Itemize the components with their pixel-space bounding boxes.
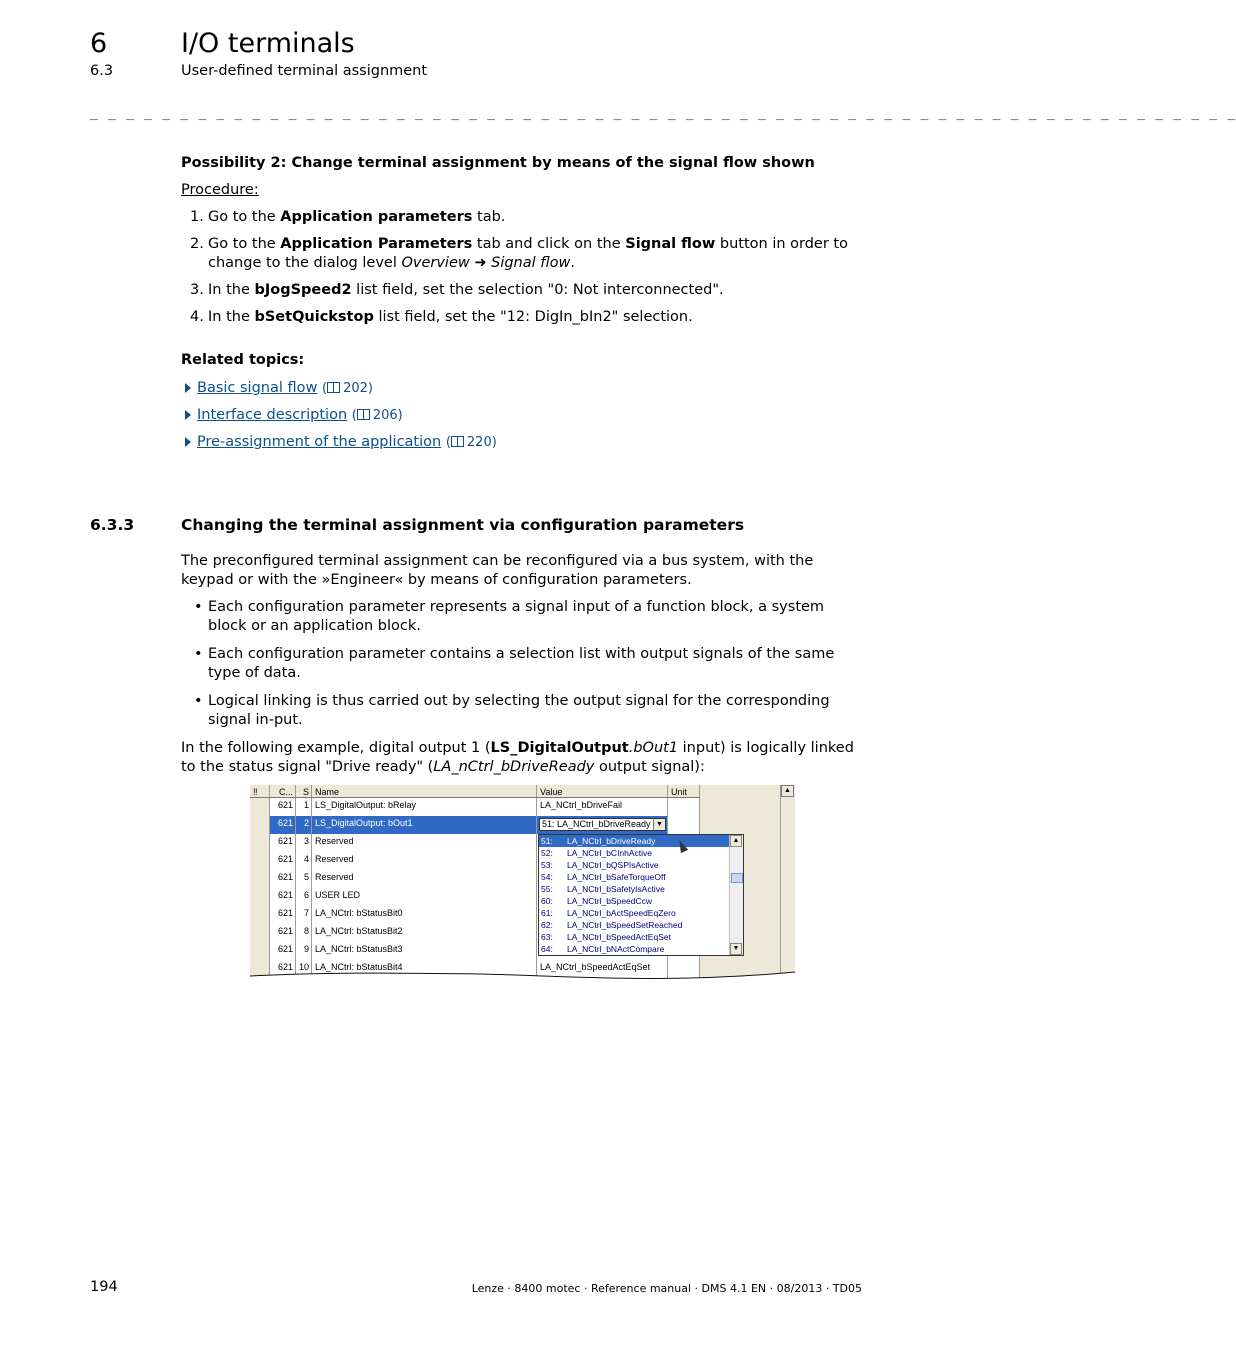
procedure-label: Procedure:	[181, 182, 259, 198]
page-reference[interactable]: ( 202)	[321, 381, 373, 396]
list-item[interactable]: 61: LA_NCtrl_bActSpeedEqZero	[541, 908, 676, 918]
header-subindex[interactable]: S	[296, 785, 312, 797]
chapter-title: I/O terminals	[181, 28, 355, 59]
example-paragraph: In the following example, digital output 1 (LS_DigitalOutput.bOut1 input) is logically linked to the status signal "Drive ready" (LA_nCtrl_bDriveReady output signal):	[181, 740, 854, 775]
triangle-right-icon	[185, 437, 191, 447]
list-item[interactable]: 52: LA_NCtrl_bCInhActive	[541, 848, 653, 858]
grid-header	[250, 785, 700, 798]
table-row[interactable]: 621 6 USER LED	[250, 888, 700, 907]
list-item[interactable]: 54: LA_NCtrl_bSafeTorqueOff	[541, 872, 666, 882]
section-title: User-defined terminal assignment	[181, 63, 428, 79]
related-item[interactable]	[181, 433, 865, 460]
related-item[interactable]	[181, 406, 865, 433]
subsection-title: Changing the terminal assignment via configuration parameters	[181, 516, 745, 534]
scroll-thumb[interactable]	[731, 873, 743, 883]
table-row[interactable]: 621 8 LA_NCtrl: bStatusBit2	[250, 924, 700, 943]
list-item[interactable]: 63: LA_NCtrl_bSpeedActEqSet	[541, 932, 671, 942]
document-info: Lenze · 8400 motec · Reference manual · DMS 4.1 EN · 08/2013 · TD05	[471, 1282, 862, 1295]
step-1: 1. Go to the Application parameters tab.	[190, 209, 506, 225]
page-reference[interactable]: ( 206)	[351, 408, 403, 423]
book-icon	[327, 382, 340, 393]
related-link[interactable]: Interface description	[197, 407, 348, 423]
intro-paragraph: The preconfigured terminal assignment can be reconfigured via a bus system, with the keypad or with the »Engineer« by means of configuration parameters.	[181, 553, 814, 588]
related-link[interactable]: Pre-assignment of the application	[197, 434, 442, 450]
table-row[interactable]: 621 9 LA_NCtrl: bStatusBit3	[250, 942, 700, 961]
table-row[interactable]: 621 5 Reserved	[250, 870, 700, 889]
step-3: 3. In the bJogSpeed2 list field, set the selection "0: Not interconnected".	[190, 282, 724, 298]
subsection-number: 6.3.3	[90, 516, 135, 534]
table-row[interactable]: 621 1 LS_DigitalOutput: bRelay LA_NCtrl_bDriveFail	[250, 798, 700, 817]
related-item[interactable]	[181, 379, 865, 406]
value-combo-box[interactable]: 51: LA_NCtrl_bDriveReady ▼	[539, 818, 666, 831]
list-scrollbar[interactable]	[729, 835, 743, 955]
list-item[interactable]: 62: LA_NCtrl_bSpeedSetReached	[541, 920, 683, 930]
chevron-up-icon[interactable]: ▲	[730, 835, 742, 847]
header-value[interactable]: Value	[537, 785, 668, 797]
value-dropdown-list[interactable]	[538, 834, 744, 956]
grid-scrollbar[interactable]	[780, 785, 795, 975]
table-row[interactable]: 621 10 LA_NCtrl: bStatusBit4 LA_NCtrl_bSpeedActEqSet	[250, 960, 700, 979]
list-item[interactable]: 55: LA_NCtrl_bSafetyIsActive	[541, 884, 665, 894]
triangle-right-icon	[185, 410, 191, 420]
bullet-list	[181, 598, 865, 730]
triangle-right-icon	[185, 383, 191, 393]
table-row[interactable]: 621 7 LA_NCtrl: bStatusBit0	[250, 906, 700, 925]
parameter-grid-screenshot	[250, 785, 795, 988]
possibility-heading: Possibility 2: Change terminal assignment by means of the signal flow shown	[181, 155, 815, 171]
page-number: 194	[90, 1279, 118, 1295]
bullet-item: • Each configuration parameter contains a selection list with output signals of the same type of data.	[194, 646, 835, 681]
related-topics	[181, 351, 865, 460]
procedure-steps	[181, 208, 865, 327]
possibility-block	[181, 154, 865, 327]
bullet-item: • Logical linking is thus carried out by selecting the output signal for the corresponding signal in-put.	[194, 693, 830, 728]
book-icon	[451, 436, 464, 447]
table-row-selected[interactable]: 621 2 LS_DigitalOutput: bOut1	[250, 816, 700, 835]
header-unit[interactable]: Unit	[668, 785, 700, 797]
related-link[interactable]: Basic signal flow	[197, 380, 318, 396]
list-item[interactable]: 60: LA_NCtrl_bSpeedCcw	[541, 896, 653, 906]
header-rule: _ _ _ _ _ _ _ _ _ _ _ _ _ _ _ _ _ _ _ _ _ _ _ _ _ _ _ _ _ _ _ _ _ _ _ _ _ _ _ _ _ _ _ _ _ _ _ _ _ _ _ _ _ _ _ _ _ _ _ _ _ _ _ _	[90, 106, 1236, 121]
subsection-body	[181, 552, 865, 777]
table-row[interactable]: 621 3 Reserved	[250, 834, 700, 853]
chevron-down-icon[interactable]: ▼	[653, 819, 665, 830]
list-item-selected[interactable]: 51: LA_NCtrl_bDriveReady	[539, 835, 731, 847]
chapter-number: 6	[90, 28, 108, 59]
chevron-down-icon[interactable]: ▼	[730, 943, 742, 955]
page-reference[interactable]: ( 220)	[445, 435, 497, 450]
torn-edge	[250, 970, 795, 990]
step-4: 4. In the bSetQuickstop list field, set the "12: DigIn_bIn2" selection.	[190, 309, 693, 325]
list-item[interactable]: 53: LA_NCtrl_bQSPIsActive	[541, 860, 659, 870]
chevron-up-icon[interactable]: ▲	[781, 785, 794, 797]
step-2: 2. Go to the Application Parameters tab and click on the Signal flow button in order to change to the dialog level Overview ➜ Signal flow.	[190, 236, 848, 271]
related-heading: Related topics:	[181, 352, 305, 368]
header-name[interactable]: Name	[312, 785, 537, 797]
table-row[interactable]: 621 4 Reserved	[250, 852, 700, 871]
header-code[interactable]: C...	[270, 785, 296, 797]
section-number: 6.3	[90, 63, 114, 79]
header-icon[interactable]: ‼	[250, 785, 270, 797]
list-item[interactable]: 64: LA_NCtrl_bNActCompare	[541, 944, 665, 954]
book-icon	[357, 409, 370, 420]
bullet-item: • Each configuration parameter represents a signal input of a function block, a system block or an application block.	[194, 599, 825, 634]
